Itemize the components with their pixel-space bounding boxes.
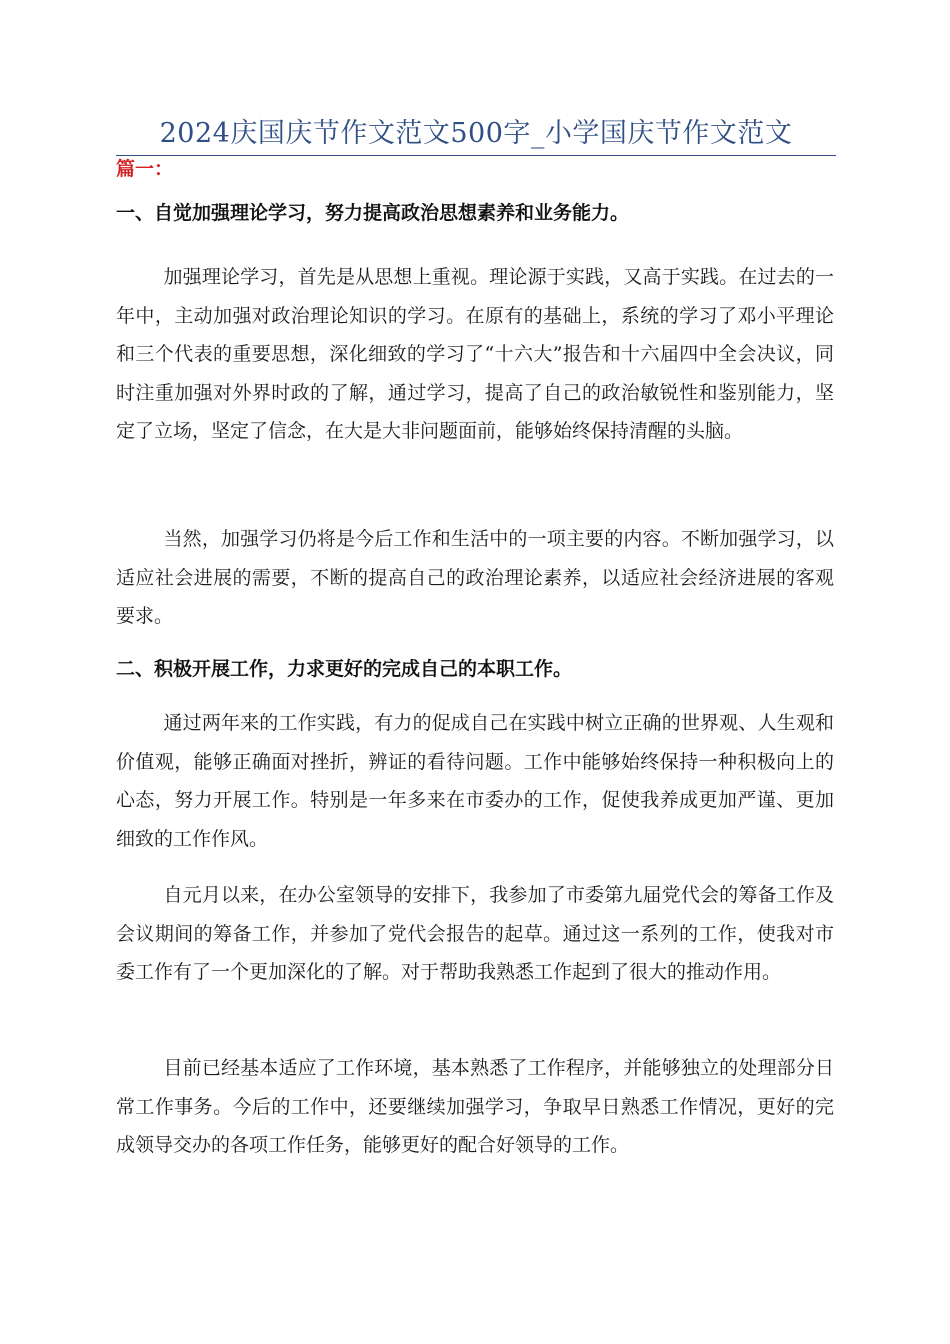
paragraph: 目前已经基本适应了工作环境，基本熟悉了工作程序，并能够独立的处理部分日常工作事务。今后的工作中，还要继续加强学习，争取早日熟悉工作情况，更好的完成领导交办的各项工作任务，能够更好的配合好领导的工作。 [116, 1057, 834, 1156]
section-heading-2: 二、积极开展工作，力求更好的完成自己的本职工作。 [116, 658, 573, 680]
paragraph: 当然，加强学习仍将是今后工作和生活中的一项主要的内容。不断加强学习，以适应社会进展的需要，不断的提高自己的政治理论素养，以适应社会经济进展的客观要求。 [116, 528, 834, 627]
section-heading-1: 一、自觉加强理论学习，努力提高政治思想素养和业务能力。 [116, 202, 630, 224]
title-underline [116, 155, 836, 156]
document-title: 2024庆国庆节作文范文500字_小学国庆节作文范文 [159, 118, 793, 149]
part-label: 篇一： [116, 158, 174, 180]
paragraph: 自元月以来，在办公室领导的安排下，我参加了市委第九届党代会的筹备工作及会议期间的筹备工作，并参加了党代会报告的起草。通过这一系列的工作，使我对市委工作有了一个更加深化的了解。对于帮助我熟悉工作起到了很大的推动作用。 [116, 884, 834, 983]
paragraph: 通过两年来的工作实践，有力的促成自己在实践中树立正确的世界观、人生观和价值观，能够正确面对挫折，辨证的看待问题。工作中能够始终保持一种积极向上的心态，努力开展工作。特别是一年多来在市委办的工作，促使我养成更加严谨、更加细致的工作作风。 [116, 712, 834, 850]
paragraph: 加强理论学习，首先是从思想上重视。理论源于实践，又高于实践。在过去的一年中，主动加强对政治理论知识的学习。在原有的基础上，系统的学习了邓小平理论和三个代表的重要思想，深化细致的学习了“十六大”报告和十六届四中全会决议，同时注重加强对外界时政的了解，通过学习，提高了自己的政治敏锐性和鉴别能力，坚定了立场，坚定了信念，在大是大非问题面前，能够始终保持清醒的头脑。 [116, 266, 834, 442]
